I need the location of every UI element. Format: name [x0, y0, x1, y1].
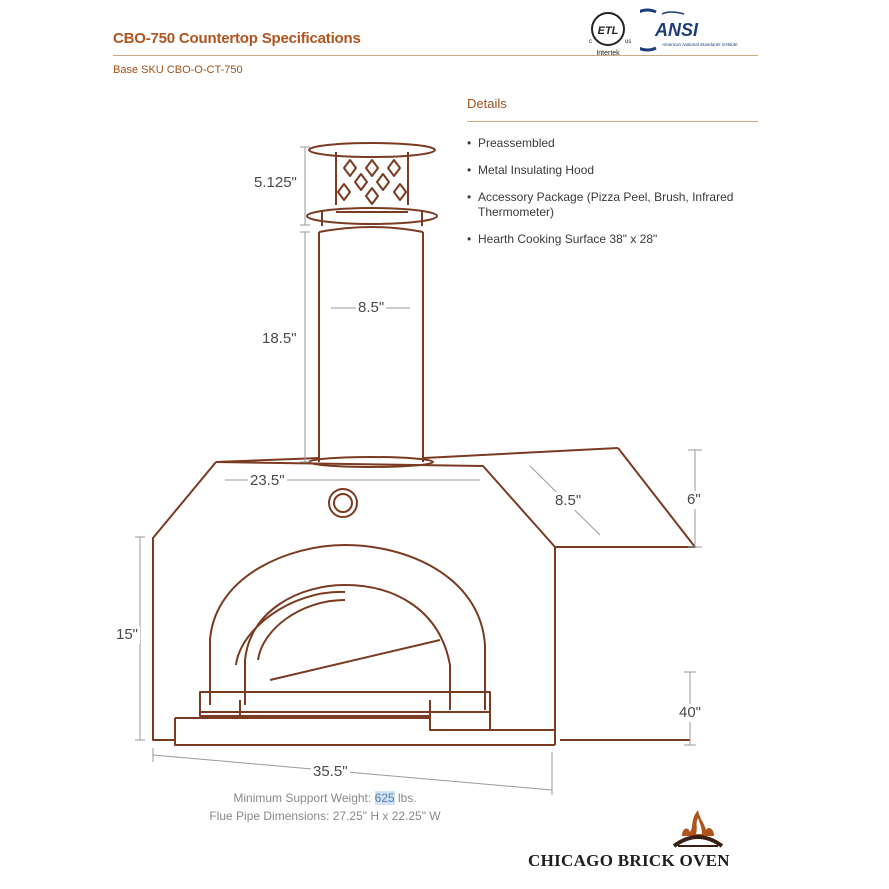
chimney-height-label: 18.5": [262, 330, 297, 347]
roof-depth-label: 8.5": [555, 492, 582, 509]
details-heading: Details: [467, 96, 507, 111]
support-weight-value: 625: [374, 791, 395, 805]
cap-height-label: 5.125": [254, 174, 297, 191]
chimney-cap: [307, 143, 437, 226]
etl-c: c: [589, 39, 592, 45]
etl-us: us: [625, 39, 632, 45]
support-weight-label: Minimum Support Weight:: [233, 791, 372, 805]
detail-item: • Metal Insulating Hood: [467, 163, 757, 178]
oven-height-label: 15": [116, 626, 139, 643]
page-title: CBO-750 Countertop Specifications: [113, 30, 361, 47]
flame-brick-logo: [668, 808, 728, 848]
flue-diameter-label: 8.5": [358, 299, 385, 316]
roof-rise-label: 6": [687, 491, 701, 508]
brand-name: CHICAGO BRICK OVEN: [528, 851, 730, 870]
detail-item: • Hearth Cooking Surface 38" x 28": [467, 232, 757, 247]
ansi-text: ANSI: [655, 20, 699, 40]
detail-item: • Preassembled: [467, 136, 757, 151]
dimension-lines: [135, 147, 702, 795]
flue-pipe: [309, 227, 433, 467]
oven-door: [175, 545, 555, 730]
oven-depth-label: 40": [679, 704, 702, 721]
base-sku: Base SKU CBO-O-CT-750: [113, 64, 243, 76]
top-width-label: 23.5": [250, 472, 285, 489]
oven-body: [153, 448, 695, 745]
support-weight-unit: lbs.: [397, 791, 417, 805]
thermometer-gauge: [329, 489, 357, 517]
ansi-tagline: American National Standards Institute: [662, 42, 738, 47]
flue-dimensions-note: Flue Pipe Dimensions: 27.25" H x 22.25" W: [209, 809, 441, 823]
detail-item: • Accessory Package (Pizza Peel, Brush, Infrared Thermometer): [467, 190, 757, 220]
oven-width-label: 35.5": [313, 763, 348, 780]
etl-intertek: Intertek: [596, 50, 620, 57]
etl-text: ETL: [597, 25, 619, 37]
support-weight-note: [170, 791, 480, 805]
